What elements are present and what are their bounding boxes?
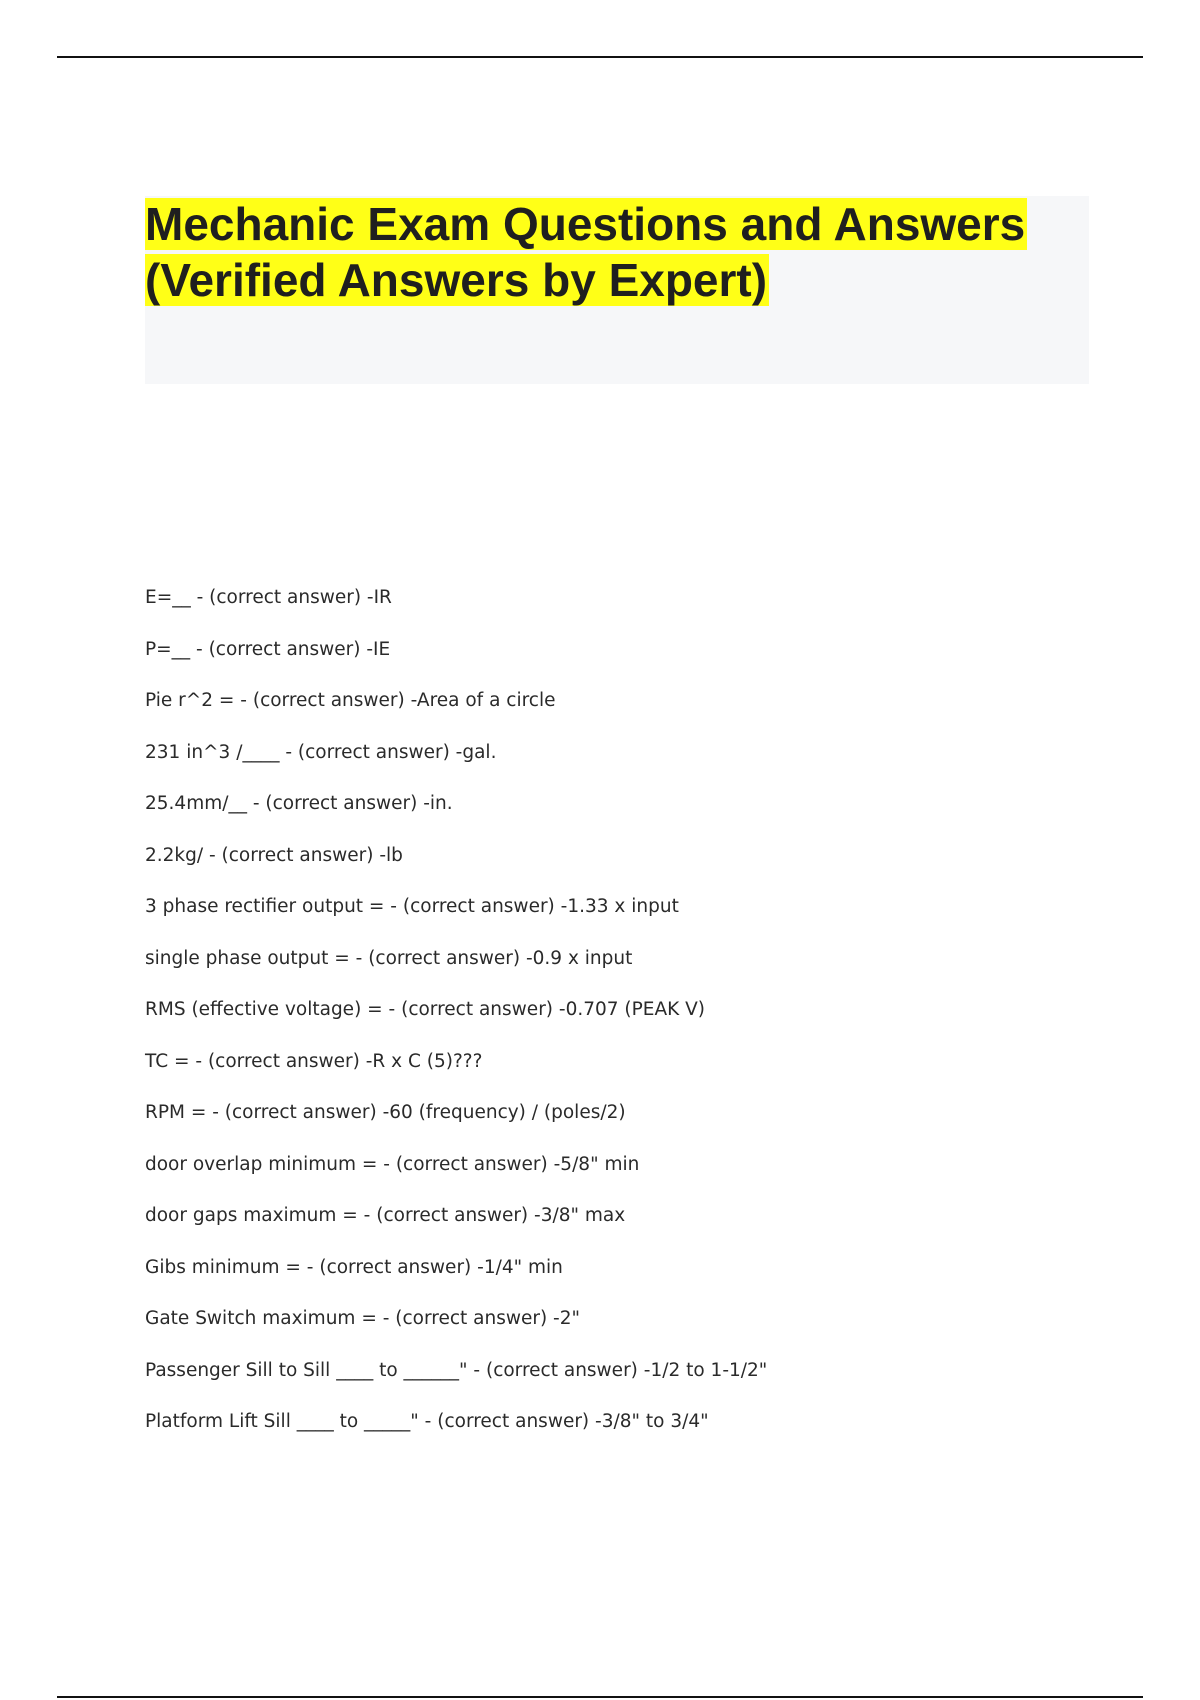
qa-item: TC = - (correct answer) -R x C (5)??? (145, 1050, 483, 1072)
title-line-2: (Verified Answers by Expert) (145, 254, 768, 306)
qa-item: 231 in^3 /____ - (correct answer) -gal. (145, 741, 497, 763)
qa-item: single phase output = - (correct answer) -0.9 x input (145, 947, 633, 969)
qa-list (145, 584, 1095, 1460)
qa-item: door overlap minimum = - (correct answer) -5/8" min (145, 1153, 640, 1175)
qa-item: E=__ - (correct answer) -IR (145, 587, 392, 608)
qa-item: RPM = - (correct answer) -60 (frequency) / (poles/2) (145, 1102, 626, 1123)
qa-item: door gaps maximum = - (correct answer) -3/8" max (145, 1205, 626, 1226)
qa-item: P=__ - (correct answer) -IE (145, 638, 391, 660)
qa-item: RMS (effective voltage) = - (correct answer) -0.707 (PEAK V) (145, 999, 706, 1020)
qa-item: 2.2kg/ - (correct answer) -lb (145, 844, 403, 866)
qa-item: Gate Switch maximum = - (correct answer) -2" (145, 1308, 581, 1329)
header-rule (57, 56, 1143, 58)
qa-item: Pie r^2 = - (correct answer) -Area of a circle (145, 690, 556, 711)
qa-item: 3 phase rectifier output = - (correct answer) -1.33 x input (145, 896, 679, 917)
qa-item: Platform Lift Sill ____ to _____" - (correct answer) -3/8" to 3/4" (145, 1411, 709, 1432)
footer-rule (57, 1696, 1143, 1698)
qa-item: Passenger Sill to Sill ____ to ______" - (correct answer) -1/2 to 1-1/2" (145, 1359, 768, 1381)
qa-item: 25.4mm/__ - (correct answer) -in. (145, 793, 453, 814)
title-line-1: Mechanic Exam Questions and Answers (145, 198, 1026, 250)
document-title (145, 196, 1089, 308)
qa-item: Gibs minimum = - (correct answer) -1/4" min (145, 1256, 563, 1278)
title-block (145, 196, 1089, 384)
